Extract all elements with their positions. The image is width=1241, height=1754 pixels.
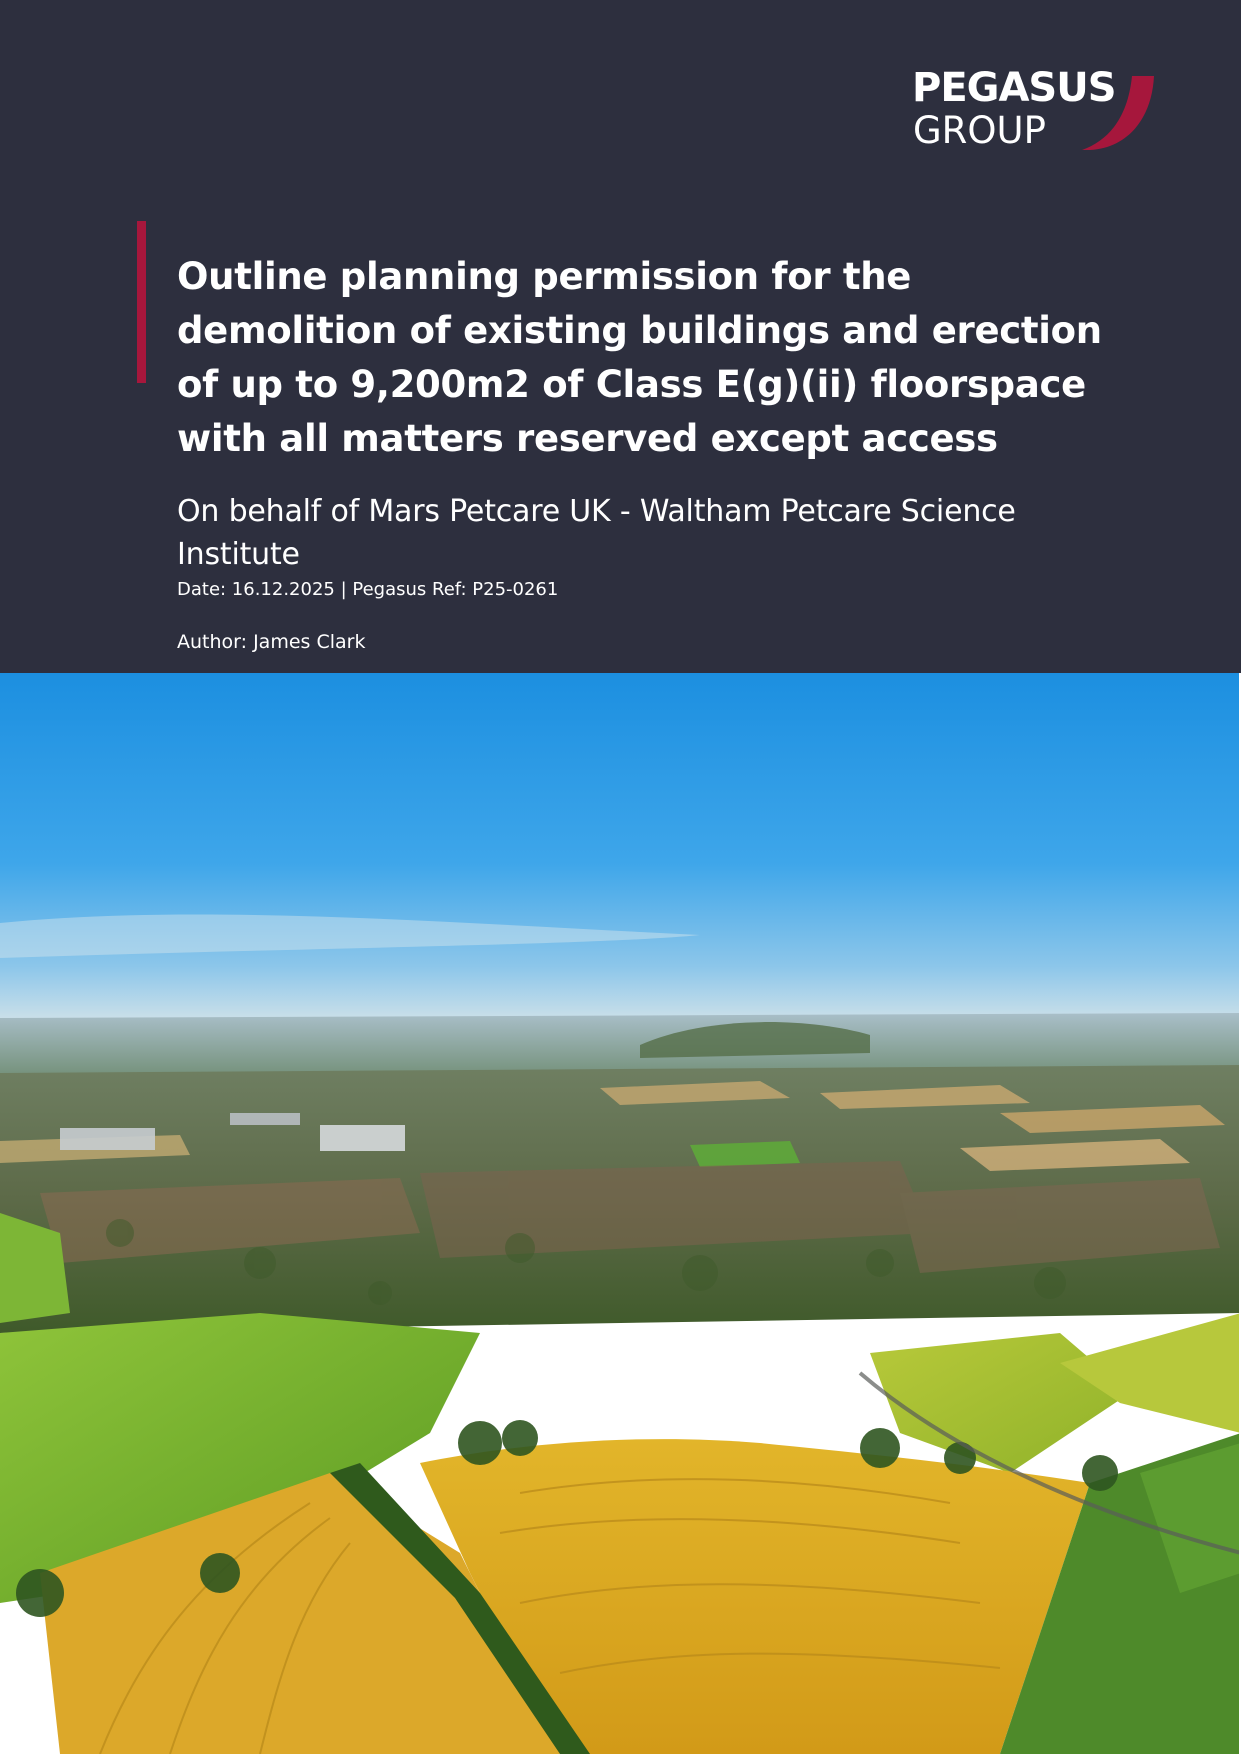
pegasus-group-logo [912, 66, 1154, 156]
logo-wordmark-bottom: GROUP [913, 109, 1046, 152]
cover-header [0, 0, 1241, 673]
aerial-landscape-photo [0, 673, 1241, 1754]
title-accent-bar [137, 221, 146, 383]
report-title: Outline planning permission for the demolition of existing buildings and erection of up to 9,200m2 of Class E(g)(ii) floorspace with all matters reserved except access [177, 255, 1102, 460]
logo-wordmark-top: PEGASUS [912, 65, 1116, 111]
logo-swoosh-icon [1060, 70, 1154, 154]
report-author: Author: James Clark [177, 631, 366, 653]
report-subtitle: On behalf of Mars Petcare UK - Waltham Petcare Science Institute [177, 494, 1016, 572]
report-date-and-reference: Date: 16.12.2025 | Pegasus Ref: P25-0261 [177, 579, 559, 600]
